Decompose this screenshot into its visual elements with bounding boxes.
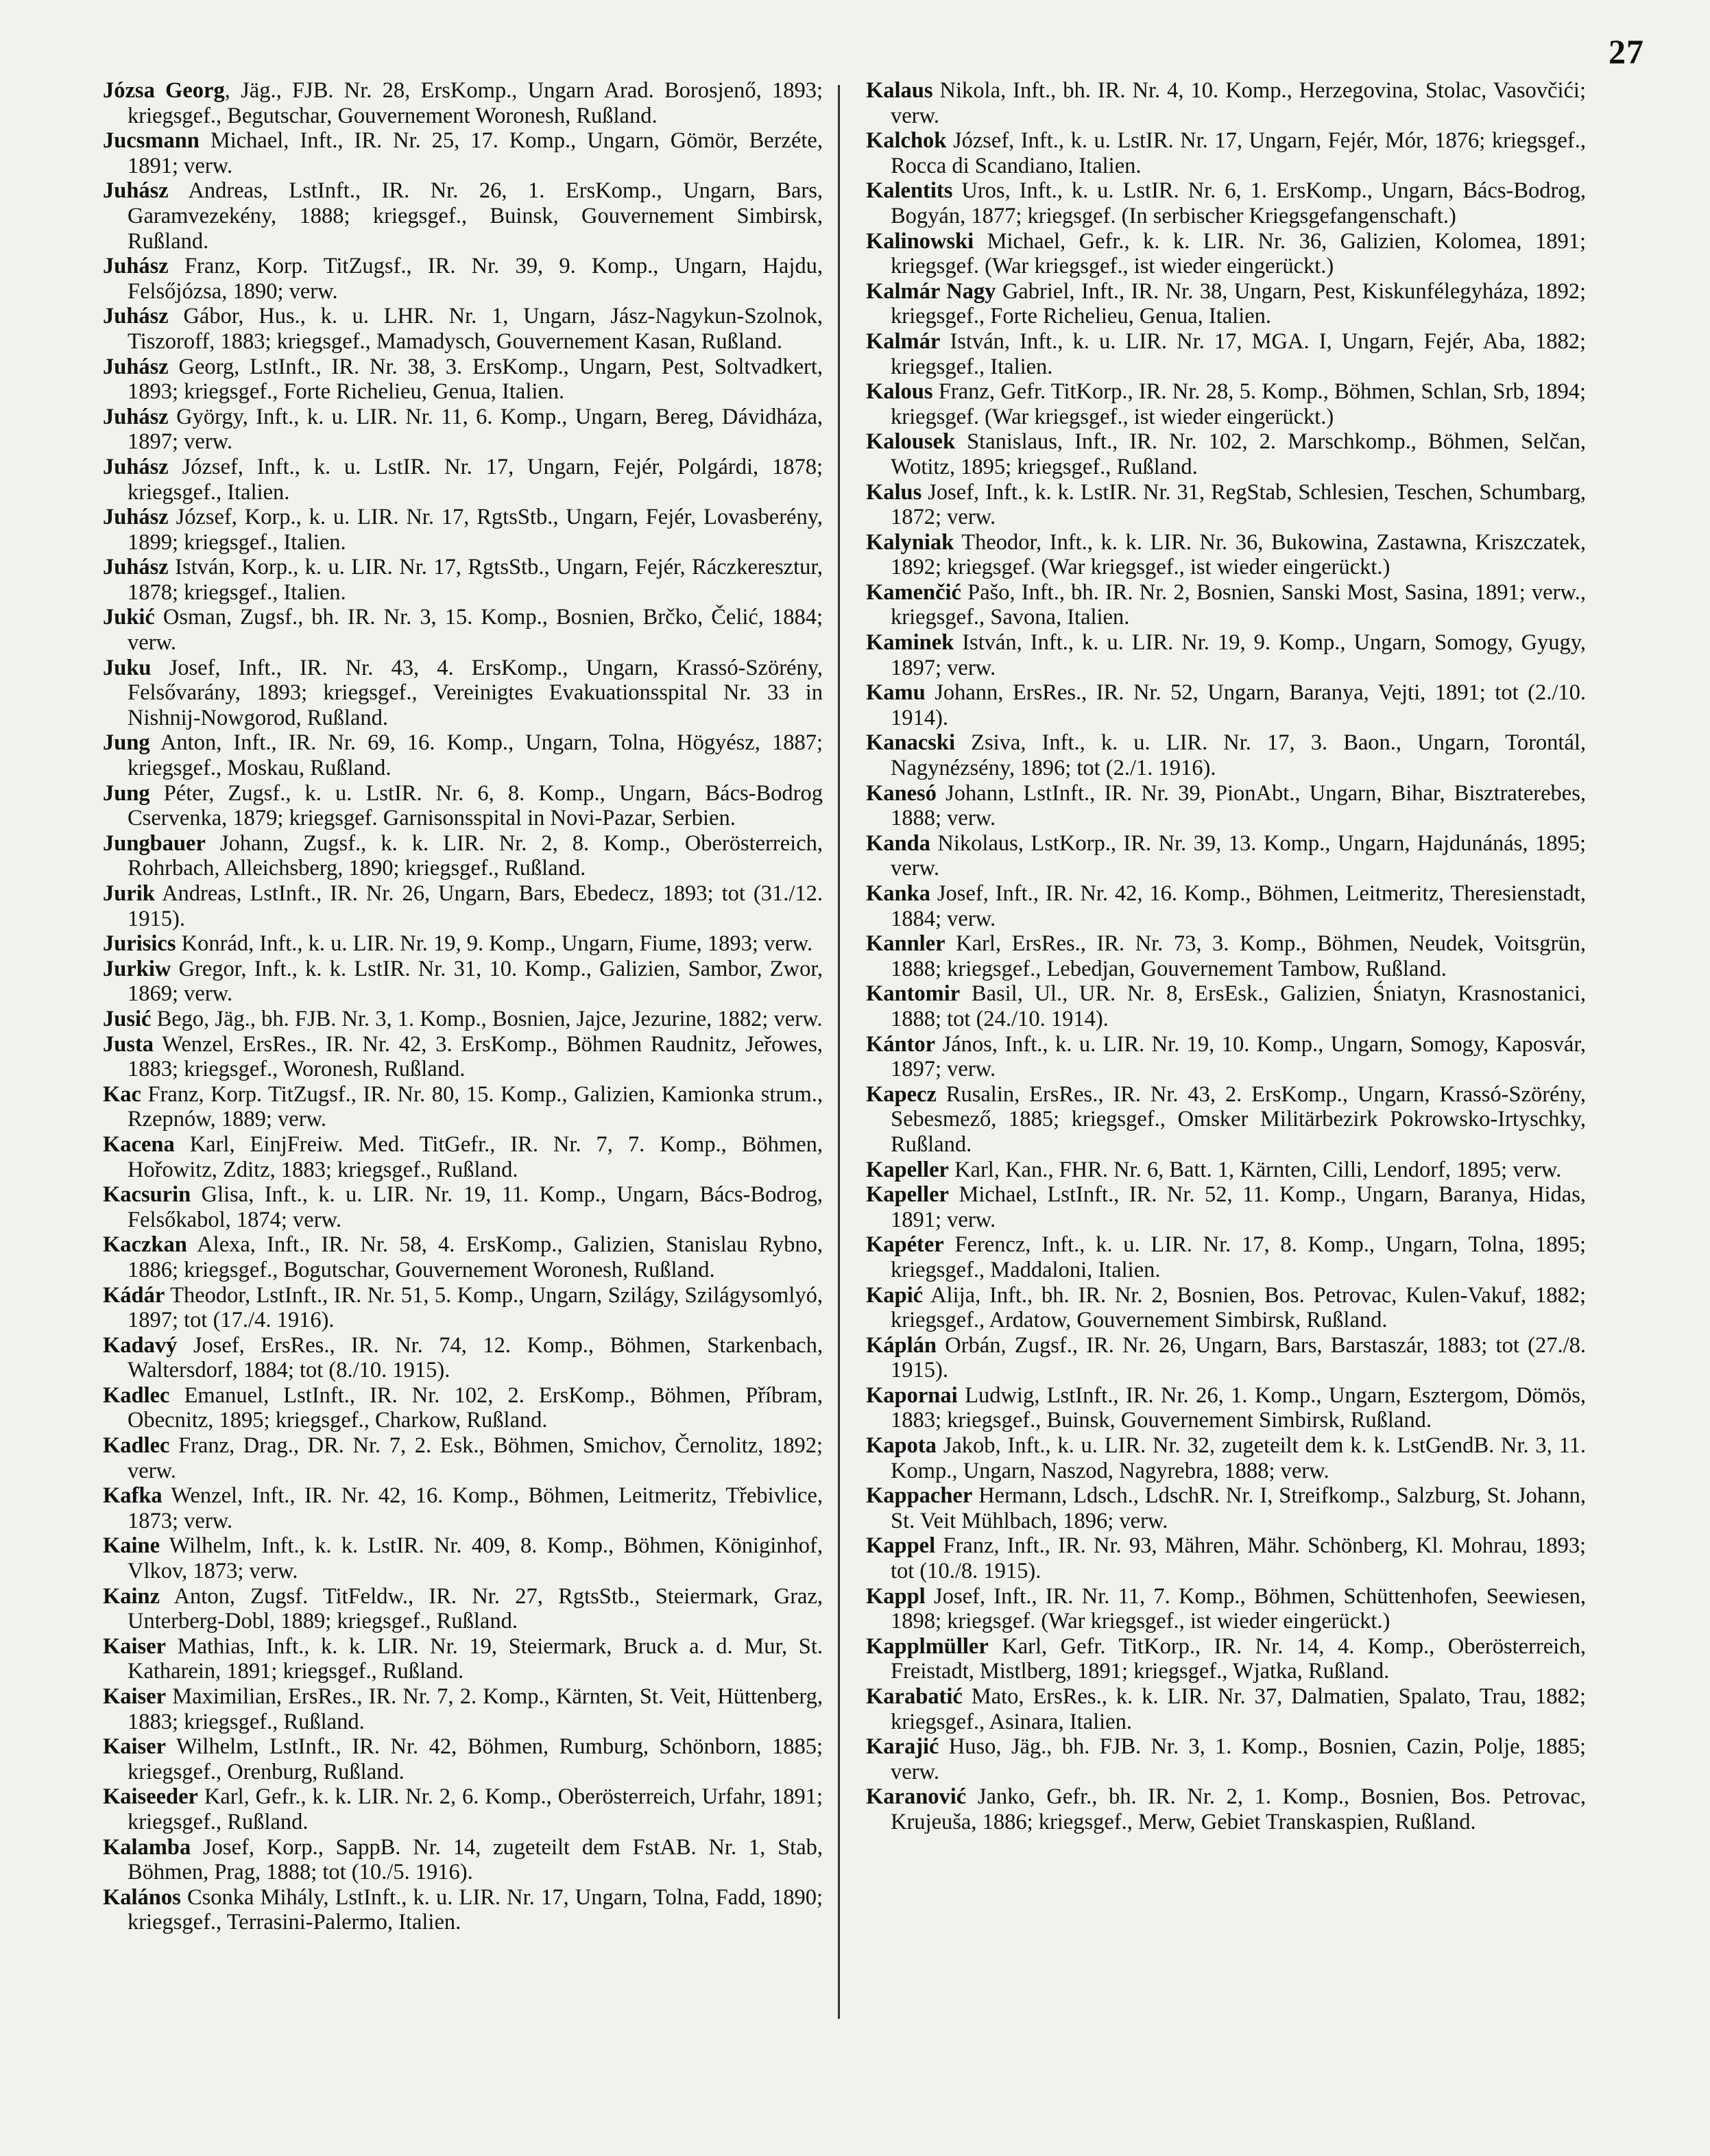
entry-surname: Kalaus: [866, 78, 933, 103]
entry-details: Johann, Zugsf., k. k. LIR. Nr. 2, 8. Komp., Oberösterreich, Rohrbach, Alleichsberg, 1890; kriegsgef., Rußland.: [128, 830, 823, 881]
list-entry: [866, 1032, 1586, 1082]
entry-surname: Káplán: [866, 1332, 937, 1358]
list-entry: [866, 1584, 1586, 1634]
entry-details: Nikolaus, LstKorp., IR. Nr. 39, 13. Komp., Ungarn, Hajdunánás, 1895; verw.: [891, 830, 1586, 881]
list-entry: [103, 781, 823, 831]
entry-surname: Juhász: [103, 454, 169, 479]
entry-details: György, Inft., k. u. LIR. Nr. 11, 6. Komp., Ungarn, Bereg, Dávidháza, 1897; verw.: [128, 404, 823, 455]
list-entry: [103, 1483, 823, 1533]
list-entry: [103, 831, 823, 881]
list-entry: [866, 1232, 1586, 1282]
entry-surname: Karajić: [866, 1734, 939, 1760]
entry-details: Theodor, LstInft., IR. Nr. 51, 5. Komp., Ungarn, Szilágy, Szilágysomlyó, 1897; tot (17./4. 1916).: [128, 1282, 823, 1333]
entry-details: Huso, Jäg., bh. FJB. Nr. 3, 1. Komp., Bosnien, Cazin, Polje, 1885; verw.: [891, 1734, 1586, 1784]
entry-details: Stanislaus, Inft., IR. Nr. 102, 2. Marschkomp., Böhmen, Selčan, Wotitz, 1895; kriegsgef., Rußland.: [891, 429, 1586, 479]
entry-details: Bego, Jäg., bh. FJB. Nr. 3, 1. Komp., Bosnien, Jajce, Jezurine, 1882; verw.: [151, 1006, 823, 1031]
entry-surname: Karabatić: [866, 1684, 963, 1709]
list-entry: [866, 630, 1586, 680]
entry-surname: Kanka: [866, 881, 930, 906]
columns: [103, 78, 1639, 2019]
list-entry: [103, 1232, 823, 1282]
entry-details: József, Inft., k. u. LstIR. Nr. 17, Ungarn, Fejér, Polgárdi, 1878; kriegsgef., Italien.: [128, 454, 823, 505]
list-entry: [866, 229, 1586, 279]
entry-details: Osman, Zugsf., bh. IR. Nr. 3, 15. Komp., Bosnien, Brčko, Čelić, 1884; verw.: [128, 605, 823, 656]
entry-surname: Kappacher: [866, 1483, 973, 1509]
entry-surname: Kalinowski: [866, 228, 974, 254]
entry-details: Rusalin, ErsRes., IR. Nr. 43, 2. ErsKomp., Ungarn, Krassó-Szörény, Sebesmező, 1885; kriegsgef., Omsker Militärbezirk Pokrowsko-Irtyschky, Rußland.: [891, 1081, 1586, 1157]
entry-details: Karl, Kan., FHR. Nr. 6, Batt. 1, Kärnten, Cilli, Lendorf, 1895; verw.: [948, 1157, 1562, 1182]
entry-details: Karl, EinjFreiw. Med. TitGefr., IR. Nr. 7, 7. Komp., Böhmen, Hořowitz, Zditz, 1883; kriegsgef., Rußland.: [128, 1131, 823, 1182]
entry-details: Zsiva, Inft., k. u. LIR. Nr. 17, 3. Baon., Ungarn, Torontál, Nagynézsény, 1896; tot (2./1. 1916).: [891, 730, 1586, 781]
list-entry: [866, 279, 1586, 329]
entry-details: István, Korp., k. u. LIR. Nr. 17, RgtsStb., Ungarn, Fejér, Ráczkeresztur, 1878; kriegsgef., Italien.: [128, 555, 823, 605]
entry-surname: Kalus: [866, 479, 922, 505]
list-entry: [103, 881, 823, 931]
left-column: [103, 78, 838, 2019]
entry-details: Gregor, Inft., k. k. LstIR. Nr. 31, 10. Komp., Galizien, Sambor, Zwor, 1869; verw.: [128, 956, 823, 1007]
entry-surname: Kapéter: [866, 1232, 944, 1258]
entry-details: Ferencz, Inft., k. u. LIR. Nr. 17, 8. Komp., Ungarn, Tolna, 1895; kriegsgef., Maddaloni, Italien.: [891, 1232, 1586, 1282]
entry-surname: Kalousek: [866, 429, 956, 455]
list-entry: [103, 931, 823, 957]
list-entry: [103, 1784, 823, 1834]
entry-surname: Juhász: [103, 254, 169, 279]
entry-details: Michael, Inft., IR. Nr. 25, 17. Komp., Ungarn, Gömör, Berzéte, 1891; verw.: [128, 128, 823, 178]
page-number: 27: [1609, 32, 1644, 71]
list-entry: [866, 1734, 1586, 1784]
entry-details: Karl, ErsRes., IR. Nr. 73, 3. Komp., Böhmen, Neudek, Voitsgrün, 1888; kriegsgef., Lebedjan, Gouvernement Tambow, Rußland.: [891, 931, 1586, 981]
list-entry: [866, 128, 1586, 178]
list-entry: [866, 881, 1586, 931]
entry-details: Emanuel, LstInft., IR. Nr. 102, 2. ErsKomp., Böhmen, Příbram, Obecnitz, 1895; kriegsgef., Charkow, Rußland.: [128, 1382, 823, 1433]
entry-details: Gábor, Hus., k. u. LHR. Nr. 1, Ungarn, Jász-Nagykun-Szolnok, Tiszoroff, 1883; kriegsgef., Mamadysch, Gouvernement Kasan, Rußland.: [128, 304, 823, 354]
list-entry: [866, 931, 1586, 981]
entry-surname: Kalous: [866, 379, 933, 405]
entry-surname: Jung: [103, 730, 150, 756]
entry-surname: Józsa Georg: [103, 78, 225, 103]
list-entry: [866, 580, 1586, 630]
entry-surname: Kadlec: [103, 1433, 170, 1459]
entry-surname: Jurisics: [103, 931, 176, 957]
list-entry: [103, 1433, 823, 1483]
entry-details: Hermann, Ldsch., LdschR. Nr. I, Streifkomp., Salzburg, St. Johann, St. Veit Mühlbach, 1896; verw.: [891, 1483, 1586, 1533]
entry-details: Josef, Inft., k. k. LstIR. Nr. 31, RegStab, Schlesien, Teschen, Schumbarg, 1872; verw.: [891, 479, 1586, 530]
entry-surname: Jusić: [103, 1006, 152, 1031]
entry-details: Andreas, LstInft., IR. Nr. 26, Ungarn, Bars, Ebedecz, 1893; tot (31./12. 1915).: [128, 881, 823, 931]
entry-surname: Kalmár: [866, 328, 941, 354]
entry-details: József, Korp., k. u. LIR. Nr. 17, RgtsStb., Ungarn, Fejér, Lovasberény, 1899; kriegsgef., Italien.: [128, 505, 823, 555]
entry-surname: Kalyniak: [866, 529, 954, 555]
list-entry: [103, 730, 823, 780]
list-entry: [103, 304, 823, 354]
list-entry: [103, 505, 823, 555]
entry-details: Wilhelm, LstInft., IR. Nr. 42, Böhmen, Rumburg, Schönborn, 1885; kriegsgef., Orenburg, Rußland.: [128, 1734, 823, 1784]
list-entry: [866, 1383, 1586, 1433]
entry-surname: Kalmár Nagy: [866, 278, 996, 304]
list-entry: [103, 455, 823, 505]
entry-details: , Jäg., FJB. Nr. 28, ErsKomp., Ungarn Arad. Borosjenő, 1893; kriegsgef., Begutschar, Gouvernement Woronesh, Rußland.: [128, 78, 823, 128]
list-entry: [866, 1483, 1586, 1533]
list-entry: [866, 1533, 1586, 1583]
list-entry: [103, 1533, 823, 1583]
entry-surname: Juhász: [103, 555, 169, 580]
list-entry: [103, 1885, 823, 1935]
right-column: [840, 78, 1586, 2019]
entry-details: Johann, ErsRes., IR. Nr. 52, Ungarn, Baranya, Vejti, 1891; tot (2./10. 1914).: [891, 680, 1586, 730]
entry-surname: Juku: [103, 655, 152, 680]
entry-details: Franz, Gefr. TitKorp., IR. Nr. 28, 5. Komp., Böhmen, Schlan, Srb, 1894; kriegsgef. (War kriegsgef., ist wieder eingerückt.): [891, 379, 1586, 429]
entry-details: Franz, Korp. TitZugsf., IR. Nr. 39, 9. Komp., Ungarn, Hajdu, Felsőjózsa, 1890; verw.: [128, 254, 823, 304]
entry-details: Uros, Inft., k. u. LstIR. Nr. 6, 1. ErsKomp., Ungarn, Bács-Bodrog, Bogyán, 1877; kriegsgef. (In serbischer Kriegsgefangenschaft.): [891, 178, 1586, 228]
list-entry: [103, 1734, 823, 1784]
entry-surname: Kantomir: [866, 981, 961, 1007]
list-entry: [103, 605, 823, 655]
list-entry: [866, 1684, 1586, 1734]
entry-details: Theodor, Inft., k. k. LIR. Nr. 36, Bukowina, Zastawna, Kriszczatek, 1892; kriegsgef. (War kriegsgef., ist wieder eingerückt.): [891, 529, 1586, 580]
entry-surname: Kaiseeder: [103, 1784, 198, 1810]
entry-details: Josef, Inft., IR. Nr. 43, 4. ErsKomp., Ungarn, Krassó-Szörény, Felsővarány, 1893; kriegsgef., Vereinigtes Evakuationsspital Nr. 33 in Nishnij-Nowgorod, Rußland.: [128, 655, 823, 730]
list-entry: [103, 957, 823, 1007]
list-entry: [866, 1082, 1586, 1158]
entry-surname: Kádár: [103, 1282, 165, 1308]
entry-details: Georg, LstInft., IR. Nr. 38, 3. ErsKomp., Ungarn, Pest, Soltvadkert, 1893; kriegsgef., Forte Richelieu, Genua, Italien.: [128, 354, 823, 405]
entry-surname: Kadlec: [103, 1382, 170, 1408]
list-entry: [103, 656, 823, 731]
list-entry: [866, 1433, 1586, 1483]
entry-surname: Juhász: [103, 404, 169, 429]
list-entry: [866, 1634, 1586, 1684]
entry-details: Basil, Ul., UR. Nr. 8, ErsEsk., Galizien, Śniatyn, Krasnostanici, 1888; tot (24./10. 1914).: [891, 981, 1586, 1031]
entry-surname: Kappl: [866, 1583, 926, 1609]
entry-details: Glisa, Inft., k. u. LIR. Nr. 19, 11. Komp., Ungarn, Bács-Bodrog, Felsőkabol, 1874; verw.: [128, 1182, 823, 1232]
entry-surname: Kac: [103, 1081, 141, 1107]
entry-surname: Kaiser: [103, 1633, 167, 1659]
entry-surname: Jukić: [103, 605, 155, 630]
entry-details: Karl, Gefr. TitKorp., IR. Nr. 14, 4. Komp., Oberösterreich, Freistadt, Mistlberg, 1891; kriegsgef., Wjatka, Rußland.: [891, 1633, 1586, 1684]
list-entry: [103, 1634, 823, 1684]
entry-surname: Kapeller: [866, 1157, 949, 1182]
entry-surname: Kaminek: [866, 630, 954, 656]
entry-details: Maximilian, ErsRes., IR. Nr. 7, 2. Komp., Kärnten, St. Veit, Hüttenberg, 1883; kriegsgef., Rußland.: [128, 1684, 823, 1734]
entry-details: Alija, Inft., bh. IR. Nr. 2, Bosnien, Bos. Petrovac, Kulen-Vakuf, 1882; kriegsgef., Ardatow, Gouvernement Simbirsk, Rußland.: [891, 1282, 1586, 1333]
entry-details: Franz, Inft., IR. Nr. 93, Mähren, Mähr. Schönberg, Kl. Mohrau, 1893; tot (10./8. 1915).: [891, 1533, 1586, 1584]
entry-details: Jakob, Inft., k. u. LIR. Nr. 32, zugeteilt dem k. k. LstGendB. Nr. 3, 11. Komp., Ungarn, Naszod, Nagyrebra, 1888; verw.: [891, 1433, 1586, 1483]
entry-surname: Kalános: [103, 1884, 181, 1910]
entry-details: Konrád, Inft., k. u. LIR. Nr. 19, 9. Komp., Ungarn, Fiume, 1893; verw.: [176, 931, 813, 957]
list-entry: [103, 128, 823, 178]
entry-surname: Kapecz: [866, 1081, 937, 1107]
entry-surname: Juhász: [103, 354, 169, 379]
entry-surname: Kalentits: [866, 178, 953, 204]
list-entry: [103, 405, 823, 455]
entry-details: Mathias, Inft., k. k. LIR. Nr. 19, Steiermark, Bruck a. d. Mur, St. Katharein, 1891; kriegsgef., Rußland.: [128, 1633, 823, 1684]
list-entry: [866, 480, 1586, 530]
entry-details: Michael, Gefr., k. k. LIR. Nr. 36, Galizien, Kolomea, 1891; kriegsgef. (War kriegsgef., ist wieder eingerückt.): [891, 228, 1586, 279]
list-entry: [866, 178, 1586, 228]
list-entry: [103, 78, 823, 128]
entry-details: István, Inft., k. u. LIR. Nr. 17, MGA. I, Ungarn, Fejér, Aba, 1882; kriegsgef., Italien.: [891, 328, 1586, 379]
list-entry: [103, 178, 823, 254]
entry-details: Wenzel, Inft., IR. Nr. 42, 16. Komp., Böhmen, Leitmeritz, Třebivlice, 1873; verw.: [128, 1483, 823, 1533]
entry-surname: Jucsmann: [103, 128, 200, 154]
list-entry: [103, 1182, 823, 1232]
list-entry: [866, 530, 1586, 580]
entry-surname: Kapeller: [866, 1182, 949, 1208]
entry-surname: Kanacski: [866, 730, 956, 756]
entry-details: Ludwig, LstInft., IR. Nr. 26, 1. Komp., Ungarn, Esztergom, Dömös, 1883; kriegsgef., Buinsk, Gouvernement Simbirsk, Rußland.: [891, 1382, 1586, 1433]
list-entry: [866, 1158, 1586, 1183]
entry-details: Wilhelm, Inft., k. k. LstIR. Nr. 409, 8. Komp., Böhmen, Königinhof, Vlkov, 1873; verw.: [128, 1533, 823, 1584]
entry-surname: Juhász: [103, 178, 169, 204]
entry-surname: Kalchok: [866, 128, 947, 154]
list-entry: [866, 781, 1586, 831]
entry-surname: Kántor: [866, 1031, 936, 1057]
entry-surname: Jurkiw: [103, 956, 171, 981]
list-entry: [866, 1182, 1586, 1232]
entry-surname: Jung: [103, 780, 150, 806]
entry-surname: Kaiser: [103, 1734, 167, 1760]
entry-details: Josef, Inft., IR. Nr. 42, 16. Komp., Böhmen, Leitmeritz, Theresienstadt, 1884; verw.: [891, 881, 1586, 931]
entry-details: Pašo, Inft., bh. IR. Nr. 2, Bosnien, Sanski Most, Sasina, 1891; verw., kriegsgef., Savona, Italien.: [891, 579, 1586, 630]
entry-details: Nikola, Inft., bh. IR. Nr. 4, 10. Komp., Herzegovina, Stolac, Vasovčići; verw.: [891, 78, 1586, 128]
list-entry: [866, 981, 1586, 1031]
list-entry: [103, 1082, 823, 1132]
list-entry: [103, 555, 823, 605]
entry-surname: Kafka: [103, 1483, 162, 1509]
entry-surname: Kamenčić: [866, 579, 961, 605]
entry-details: Péter, Zugsf., k. u. LstIR. Nr. 6, 8. Komp., Ungarn, Bács-Bodrog Cservenka, 1879; kriegsgef. Garnisonsspital in Novi-Pazar, Serbien.: [128, 780, 823, 831]
list-entry: [866, 429, 1586, 479]
entry-details: Orbán, Zugsf., IR. Nr. 26, Ungarn, Bars, Barstaszár, 1883; tot (27./8. 1915).: [891, 1332, 1586, 1383]
list-entry: [103, 1333, 823, 1383]
entry-details: Csonka Mihály, LstInft., k. u. LIR. Nr. 17, Ungarn, Tolna, Fadd, 1890; kriegsgef., Terrasini-Palermo, Italien.: [128, 1884, 823, 1935]
entry-surname: Kanesó: [866, 780, 937, 806]
entry-surname: Kapplmüller: [866, 1633, 989, 1659]
entry-details: Andreas, LstInft., IR. Nr. 26, 1. ErsKomp., Ungarn, Bars, Garamvezekény, 1888; kriegsgef., Buinsk, Gouvernement Simbirsk, Rußland.: [128, 178, 823, 254]
entry-details: Wenzel, ErsRes., IR. Nr. 42, 3. ErsKomp., Böhmen Raudnitz, Jeřowes, 1883; kriegsgef., Woronesh, Rußland.: [128, 1031, 823, 1082]
entry-surname: Juhász: [103, 505, 169, 530]
list-entry: [866, 1333, 1586, 1383]
entry-surname: Kannler: [866, 931, 946, 957]
list-entry: [103, 1132, 823, 1182]
entry-details: József, Inft., k. u. LstIR. Nr. 17, Ungarn, Fejér, Mór, 1876; kriegsgef., Rocca di Scandiano, Italien.: [891, 128, 1586, 178]
entry-surname: Kapornai: [866, 1382, 958, 1408]
entry-details: Franz, Korp. TitZugsf., IR. Nr. 80, 15. Komp., Galizien, Kamionka strum., Rzepnów, 1889; verw.: [128, 1081, 823, 1132]
entry-surname: Karanović: [866, 1784, 967, 1810]
entry-details: Mato, ErsRes., k. k. LIR. Nr. 37, Dalmatien, Spalato, Trau, 1882; kriegsgef., Asinara, Italien.: [891, 1684, 1586, 1734]
entry-details: Franz, Drag., DR. Nr. 7, 2. Esk., Böhmen, Smichov, Černolitz, 1892; verw.: [128, 1433, 823, 1483]
entry-details: Alexa, Inft., IR. Nr. 58, 4. ErsKomp., Galizien, Stanislau Rybno, 1886; kriegsgef., Bogutschar, Gouvernement Woronesh, Rußland.: [128, 1232, 823, 1282]
entry-details: Josef, Inft., IR. Nr. 11, 7. Komp., Böhmen, Schüttenhofen, Seewiesen, 1898; kriegsgef. (War kriegsgef., ist wieder eingerückt.): [891, 1583, 1586, 1634]
entry-surname: Justa: [103, 1031, 154, 1057]
list-entry: [103, 1383, 823, 1433]
entry-surname: Kamu: [866, 680, 926, 706]
entry-details: János, Inft., k. u. LIR. Nr. 19, 10. Komp., Ungarn, Somogy, Kaposvár, 1897; verw.: [891, 1031, 1586, 1082]
entry-surname: Kappel: [866, 1533, 936, 1559]
list-entry: [866, 730, 1586, 780]
list-entry: [103, 1684, 823, 1734]
entry-surname: Juhász: [103, 304, 169, 329]
entry-surname: Kapota: [866, 1433, 937, 1459]
entry-details: Anton, Zugsf. TitFeldw., IR. Nr. 27, RgtsStb., Steiermark, Graz, Unterberg-Dobl, 1889; kriegsgef., Rußland.: [128, 1583, 823, 1634]
entry-surname: Kadavý: [103, 1332, 178, 1358]
entry-surname: Kaiser: [103, 1684, 167, 1709]
entry-details: Janko, Gefr., bh. IR. Nr. 2, 1. Komp., Bosnien, Bos. Petrovac, Krujeuša, 1886; kriegsgef., Merw, Gebiet Transkaspien, Rußland.: [891, 1784, 1586, 1834]
list-entry: [866, 680, 1586, 730]
entry-surname: Kanda: [866, 830, 930, 856]
list-entry: [866, 1784, 1586, 1834]
entry-surname: Kacena: [103, 1131, 175, 1157]
entry-surname: Kacsurin: [103, 1182, 191, 1208]
entry-details: István, Inft., k. u. LIR. Nr. 19, 9. Komp., Ungarn, Somogy, Gyugy, 1897; verw.: [891, 630, 1586, 680]
list-entry: [103, 1835, 823, 1885]
entry-surname: Kalamba: [103, 1834, 191, 1860]
entry-surname: Kaczkan: [103, 1232, 187, 1258]
entry-details: Johann, LstInft., IR. Nr. 39, PionAbt., Ungarn, Bihar, Bisztraterebes, 1888; verw.: [891, 780, 1586, 831]
list-entry: [103, 1584, 823, 1634]
list-entry: [103, 1007, 823, 1032]
entry-details: Josef, ErsRes., IR. Nr. 74, 12. Komp., Böhmen, Starkenbach, Waltersdorf, 1884; tot (8./10. 1915).: [128, 1332, 823, 1383]
list-entry: [103, 1283, 823, 1333]
entry-surname: Kaine: [103, 1533, 160, 1559]
entry-details: Michael, LstInft., IR. Nr. 52, 11. Komp., Ungarn, Baranya, Hidas, 1891; verw.: [891, 1182, 1586, 1232]
list-entry: [866, 329, 1586, 379]
entry-surname: Jurik: [103, 881, 155, 906]
list-entry: [103, 254, 823, 304]
entry-surname: Jungbauer: [103, 830, 206, 856]
entry-surname: Kainz: [103, 1583, 160, 1609]
entry-details: Gabriel, Inft., IR. Nr. 38, Ungarn, Pest, Kiskunfélegyháza, 1892; kriegsgef., Forte Richelieu, Genua, Italien.: [891, 278, 1586, 329]
entry-details: Anton, Inft., IR. Nr. 69, 16. Komp., Ungarn, Tolna, Högyész, 1887; kriegsgef., Moskau, Rußland.: [128, 730, 823, 781]
list-entry: [103, 1032, 823, 1082]
list-entry: [866, 379, 1586, 429]
entry-details: Karl, Gefr., k. k. LIR. Nr. 2, 6. Komp., Oberösterreich, Urfahr, 1891; kriegsgef., Rußland.: [128, 1784, 823, 1834]
entry-surname: Kapić: [866, 1282, 924, 1308]
list-entry: [866, 1283, 1586, 1333]
list-entry: [866, 78, 1586, 128]
entry-details: Josef, Korp., SappB. Nr. 14, zugeteilt dem FstAB. Nr. 1, Stab, Böhmen, Prag, 1888; tot (10./5. 1916).: [128, 1834, 823, 1885]
list-entry: [103, 355, 823, 405]
list-entry: [866, 831, 1586, 881]
